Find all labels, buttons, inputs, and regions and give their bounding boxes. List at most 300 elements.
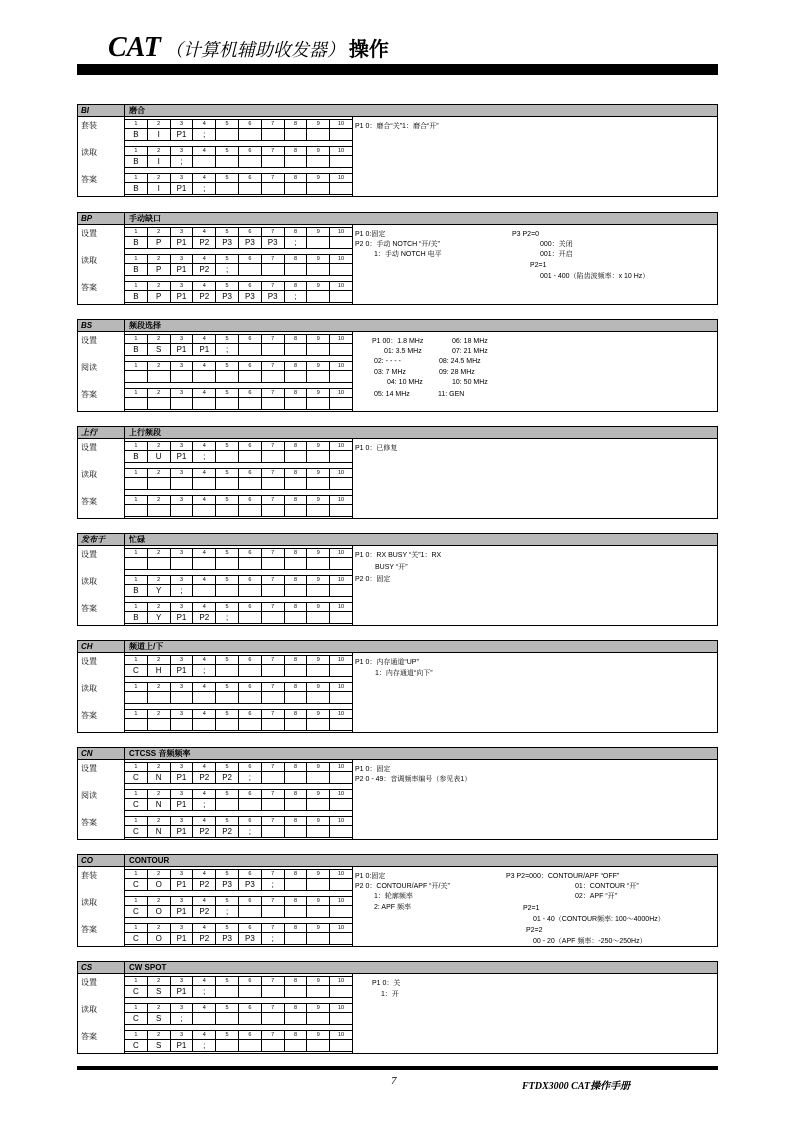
parameter-note: P2 0：固定 [355, 576, 391, 583]
parameter-cell: ; [284, 291, 307, 303]
position-number: 2 [147, 255, 170, 264]
parameter-cell [307, 772, 330, 784]
position-number: 3 [170, 683, 193, 692]
position-number: 5 [216, 977, 239, 986]
row-label: 套装 [81, 871, 97, 880]
parameter-cell: P1 [170, 183, 193, 195]
parameter-note: P1 0：磨合“关”1：磨合“开” [355, 123, 439, 130]
command-name: 忙碌 [129, 535, 145, 544]
parameter-note: 01: 3.5 MHz [384, 348, 422, 355]
parameter-cell [261, 906, 284, 918]
row-label: 设置 [81, 657, 97, 666]
parameter-cell: N [147, 772, 170, 784]
position-number: 10 [330, 335, 353, 344]
parameter-cell [193, 398, 216, 410]
position-number: 5 [216, 710, 239, 719]
parameter-cell [330, 1040, 353, 1052]
parameter-cell [216, 585, 239, 597]
section-header [78, 320, 717, 332]
row-label: 设置 [81, 764, 97, 773]
row-label: 读取 [81, 470, 97, 479]
position-number: 4 [193, 790, 216, 799]
parameter-cell [307, 558, 330, 570]
parameter-cell [238, 612, 261, 624]
parameter-note: P1 0：已修复 [355, 445, 398, 452]
parameter-cell [238, 986, 261, 998]
row-label: 设置 [81, 978, 97, 987]
position-number: 3 [170, 335, 193, 344]
position-number: 8 [284, 1004, 307, 1013]
position-number: 5 [216, 763, 239, 772]
parameter-cell: P1 [170, 344, 193, 356]
parameter-note: 04: 10 MHz [387, 379, 423, 386]
position-number: 3 [170, 897, 193, 906]
row-label: 读取 [81, 1005, 97, 1014]
position-number: 4 [193, 977, 216, 986]
position-number: 2 [147, 228, 170, 237]
position-number: 2 [147, 763, 170, 772]
parameter-grid [124, 869, 353, 891]
position-number: 2 [147, 924, 170, 933]
parameter-cell [330, 451, 353, 463]
parameter-cell [147, 558, 170, 570]
parameter-cell: P [147, 291, 170, 303]
position-number: 8 [284, 603, 307, 612]
position-number: 7 [261, 603, 284, 612]
parameter-cell: S [147, 344, 170, 356]
parameter-cell [238, 558, 261, 570]
parameter-grid [124, 602, 353, 624]
position-number: 1 [125, 120, 148, 129]
position-number: 8 [284, 710, 307, 719]
parameter-cell [216, 505, 239, 517]
parameter-cell: C [125, 826, 148, 838]
position-number: 10 [330, 362, 353, 371]
parameter-cell [330, 719, 353, 731]
row-label: 答案 [81, 1032, 97, 1041]
position-number: 10 [330, 1031, 353, 1040]
position-number: 7 [261, 763, 284, 772]
parameter-cell: C [125, 906, 148, 918]
command-section [77, 747, 718, 840]
position-number: 1 [125, 683, 148, 692]
position-number: 9 [307, 335, 330, 344]
position-number: 6 [238, 147, 261, 156]
parameter-cell [307, 799, 330, 811]
parameter-cell: P2 [193, 826, 216, 838]
parameter-cell [193, 692, 216, 704]
position-number: 4 [193, 656, 216, 665]
section-header [78, 534, 717, 546]
parameter-cell [307, 183, 330, 195]
parameter-cell: H [147, 665, 170, 677]
section-header [78, 748, 717, 760]
parameter-cell: I [147, 129, 170, 141]
parameter-grid [124, 548, 353, 570]
parameter-note: P2 0：手动 NOTCH “开/关” [355, 241, 440, 248]
position-number: 2 [147, 469, 170, 478]
position-number: 2 [147, 576, 170, 585]
parameter-cell [216, 371, 239, 383]
parameter-cell [307, 505, 330, 517]
parameter-cell: P2 [193, 772, 216, 784]
position-number: 8 [284, 656, 307, 665]
position-number: 10 [330, 977, 353, 986]
parameter-cell: Y [147, 612, 170, 624]
parameter-cell [216, 156, 239, 168]
parameter-cell: P1 [170, 906, 193, 918]
parameter-cell: ; [238, 826, 261, 838]
parameter-cell [307, 933, 330, 945]
parameter-note: 1：内存通道“向下” [375, 670, 433, 677]
parameter-cell: I [147, 183, 170, 195]
parameter-cell [238, 371, 261, 383]
parameter-cell [261, 665, 284, 677]
parameter-note: P2=2 [526, 927, 543, 934]
parameter-cell [216, 1040, 239, 1052]
position-number: 9 [307, 442, 330, 451]
position-number: 5 [216, 790, 239, 799]
position-number: 5 [216, 603, 239, 612]
position-number: 10 [330, 282, 353, 291]
parameter-cell [216, 986, 239, 998]
position-number: 10 [330, 603, 353, 612]
position-number: 2 [147, 442, 170, 451]
command-code: BS [81, 321, 93, 330]
parameter-cell [216, 719, 239, 731]
position-number: 6 [238, 1004, 261, 1013]
parameter-cell [307, 291, 330, 303]
position-number: 3 [170, 817, 193, 826]
title-subtitle: （计算机辅助收发器） [164, 40, 345, 60]
position-number: 8 [284, 817, 307, 826]
parameter-cell [261, 986, 284, 998]
parameter-cell: ; [216, 264, 239, 276]
position-number: 7 [261, 576, 284, 585]
parameter-cell: P1 [170, 291, 193, 303]
row-label: 设置 [81, 443, 97, 452]
parameter-cell [170, 398, 193, 410]
position-number: 8 [284, 255, 307, 264]
parameter-cell: P2 [193, 933, 216, 945]
row-label: 套装 [81, 121, 97, 130]
position-number: 2 [147, 870, 170, 879]
position-number: 4 [193, 335, 216, 344]
position-number: 5 [216, 870, 239, 879]
page-number: 7 [391, 1075, 397, 1087]
parameter-cell: P1 [170, 1040, 193, 1052]
parameter-cell [261, 558, 284, 570]
parameter-note: 1：开 [381, 991, 399, 998]
parameter-cell [307, 1013, 330, 1025]
parameter-cell [193, 1013, 216, 1025]
position-number: 9 [307, 282, 330, 291]
parameter-cell: B [125, 451, 148, 463]
position-number: 1 [125, 255, 148, 264]
parameter-cell [238, 719, 261, 731]
parameter-cell [330, 933, 353, 945]
position-number: 6 [238, 335, 261, 344]
row-label: 答案 [81, 175, 97, 184]
parameter-cell: P1 [193, 344, 216, 356]
position-number: 4 [193, 710, 216, 719]
parameter-cell [125, 371, 148, 383]
position-number: 4 [193, 389, 216, 398]
row-label: 答案 [81, 818, 97, 827]
parameter-note: P1 0：固定 [355, 766, 391, 773]
parameter-cell: P3 [216, 879, 239, 891]
position-number: 5 [216, 282, 239, 291]
header-divider [124, 427, 125, 439]
parameter-cell [216, 692, 239, 704]
parameter-cell: ; [170, 156, 193, 168]
position-number: 5 [216, 549, 239, 558]
position-number: 8 [284, 549, 307, 558]
position-number: 3 [170, 255, 193, 264]
position-number: 6 [238, 924, 261, 933]
position-number: 6 [238, 549, 261, 558]
position-number: 9 [307, 389, 330, 398]
row-label: 读取 [81, 148, 97, 157]
position-number: 10 [330, 576, 353, 585]
position-number: 6 [238, 120, 261, 129]
parameter-cell [307, 826, 330, 838]
parameter-cell [330, 478, 353, 490]
position-number: 3 [170, 549, 193, 558]
parameter-cell [261, 129, 284, 141]
command-section [77, 854, 718, 947]
position-number: 1 [125, 1031, 148, 1040]
parameter-note: 001 - 400（陷齿波频率：x 10 Hz） [540, 273, 650, 280]
parameter-cell [238, 505, 261, 517]
position-number: 6 [238, 763, 261, 772]
command-name: CONTOUR [129, 856, 170, 865]
position-number: 1 [125, 282, 148, 291]
row-label: 答案 [81, 283, 97, 292]
parameter-cell: N [147, 799, 170, 811]
parameter-note: P2=1 [530, 262, 547, 269]
parameter-cell [330, 612, 353, 624]
position-number: 4 [193, 362, 216, 371]
section-header [78, 427, 717, 439]
parameter-cell: P1 [170, 237, 193, 249]
parameter-cell [307, 692, 330, 704]
parameter-cell [330, 906, 353, 918]
parameter-cell: ; [193, 799, 216, 811]
parameter-cell [284, 451, 307, 463]
parameter-cell: P1 [170, 665, 193, 677]
position-number: 10 [330, 1004, 353, 1013]
header-divider [124, 534, 125, 546]
parameter-cell: S [147, 1040, 170, 1052]
position-number: 8 [284, 282, 307, 291]
position-number: 4 [193, 228, 216, 237]
parameter-cell: P1 [170, 451, 193, 463]
position-number: 7 [261, 496, 284, 505]
parameter-cell [193, 558, 216, 570]
position-number: 5 [216, 817, 239, 826]
position-number: 7 [261, 817, 284, 826]
parameter-grid [124, 923, 353, 945]
position-number: 9 [307, 255, 330, 264]
command-code: CN [81, 749, 93, 758]
parameter-cell [125, 719, 148, 731]
parameter-cell: ; [238, 772, 261, 784]
position-number: 9 [307, 790, 330, 799]
parameter-cell [147, 505, 170, 517]
position-number: 3 [170, 469, 193, 478]
parameter-cell [330, 291, 353, 303]
position-number: 4 [193, 897, 216, 906]
parameter-cell [330, 398, 353, 410]
position-number: 2 [147, 977, 170, 986]
parameter-cell [307, 879, 330, 891]
position-number: 8 [284, 924, 307, 933]
position-number: 9 [307, 362, 330, 371]
command-name: 上行频段 [129, 428, 161, 437]
position-number: 1 [125, 174, 148, 183]
parameter-note: P2 0 - 49：音调频率编号（参见表1） [355, 776, 472, 783]
parameter-cell: P2 [216, 772, 239, 784]
parameter-cell: C [125, 1040, 148, 1052]
position-number: 3 [170, 603, 193, 612]
parameter-note: 02：APF “开” [575, 893, 618, 900]
position-number: 6 [238, 977, 261, 986]
parameter-cell [261, 398, 284, 410]
parameter-grid [124, 1003, 353, 1025]
position-number: 8 [284, 683, 307, 692]
parameter-note: 07: 21 MHz [452, 348, 488, 355]
position-number: 9 [307, 870, 330, 879]
parameter-cell [261, 264, 284, 276]
footer-rule [77, 1066, 718, 1070]
parameter-cell [147, 719, 170, 731]
parameter-cell [330, 799, 353, 811]
header-divider [124, 962, 125, 974]
row-label: 答案 [81, 497, 97, 506]
parameter-cell [125, 505, 148, 517]
position-number: 3 [170, 710, 193, 719]
parameter-cell: C [125, 933, 148, 945]
command-code: CH [81, 642, 93, 651]
title-cat: CAT [108, 32, 161, 63]
position-number: 10 [330, 710, 353, 719]
position-number: 3 [170, 870, 193, 879]
position-number: 6 [238, 710, 261, 719]
parameter-cell [330, 237, 353, 249]
position-number: 3 [170, 147, 193, 156]
command-name: 磨合 [129, 106, 145, 115]
parameter-cell: B [125, 183, 148, 195]
parameter-cell [330, 183, 353, 195]
position-number: 7 [261, 255, 284, 264]
parameter-note: 000：关闭 [540, 241, 573, 248]
parameter-cell: P2 [193, 291, 216, 303]
parameter-grid [124, 281, 353, 303]
parameter-cell [284, 478, 307, 490]
parameter-cell [330, 585, 353, 597]
position-number: 4 [193, 763, 216, 772]
row-label: 读取 [81, 898, 97, 907]
parameter-cell: Y [147, 585, 170, 597]
position-number: 7 [261, 469, 284, 478]
header-divider [124, 855, 125, 867]
parameter-cell [330, 129, 353, 141]
parameter-cell: ; [284, 237, 307, 249]
parameter-cell: P3 [261, 291, 284, 303]
parameter-grid [124, 146, 353, 168]
parameter-cell [261, 478, 284, 490]
parameter-note: 2: APF 频率 [374, 904, 411, 911]
position-number: 7 [261, 656, 284, 665]
parameter-note: 05: 14 MHz [374, 391, 410, 398]
parameter-cell [261, 451, 284, 463]
position-number: 2 [147, 710, 170, 719]
position-number: 3 [170, 656, 193, 665]
parameter-note: P2 0：CONTOUR/APF “开/关” [355, 883, 450, 890]
position-number: 6 [238, 362, 261, 371]
parameter-note: P1 0:固定 [355, 873, 386, 880]
row-label: 阅读 [81, 791, 97, 800]
position-number: 2 [147, 496, 170, 505]
position-number: 1 [125, 576, 148, 585]
position-number: 1 [125, 362, 148, 371]
position-number: 7 [261, 389, 284, 398]
position-number: 7 [261, 710, 284, 719]
parameter-grid [124, 173, 353, 195]
parameter-cell [261, 799, 284, 811]
position-number: 5 [216, 335, 239, 344]
position-number: 5 [216, 442, 239, 451]
parameter-cell: P1 [170, 772, 193, 784]
command-name: CW SPOT [129, 963, 167, 972]
position-number: 6 [238, 228, 261, 237]
position-number: 10 [330, 255, 353, 264]
command-name: 手动缺口 [129, 214, 161, 223]
parameter-cell [238, 344, 261, 356]
position-number: 9 [307, 897, 330, 906]
parameter-cell [193, 478, 216, 490]
position-number: 5 [216, 469, 239, 478]
parameter-note: 06: 18 MHz [452, 338, 488, 345]
parameter-cell [307, 478, 330, 490]
position-number: 9 [307, 576, 330, 585]
parameter-note: 01：CONTOUR “开” [575, 883, 639, 890]
parameter-cell [125, 558, 148, 570]
position-number: 7 [261, 870, 284, 879]
command-section [77, 319, 718, 412]
parameter-grid [124, 762, 353, 784]
position-number: 8 [284, 174, 307, 183]
row-label: 设置 [81, 229, 97, 238]
parameter-note: 1：手动 NOTCH 电平 [374, 251, 442, 258]
parameter-grid [124, 682, 353, 704]
parameter-cell [330, 665, 353, 677]
position-number: 7 [261, 147, 284, 156]
parameter-grid [124, 816, 353, 838]
position-number: 2 [147, 1004, 170, 1013]
parameter-cell [330, 264, 353, 276]
parameter-cell: P3 [216, 237, 239, 249]
parameter-cell [307, 371, 330, 383]
position-number: 1 [125, 1004, 148, 1013]
position-number: 4 [193, 817, 216, 826]
parameter-cell [284, 156, 307, 168]
parameter-cell: P [147, 264, 170, 276]
position-number: 10 [330, 683, 353, 692]
parameter-cell [238, 665, 261, 677]
position-number: 5 [216, 228, 239, 237]
